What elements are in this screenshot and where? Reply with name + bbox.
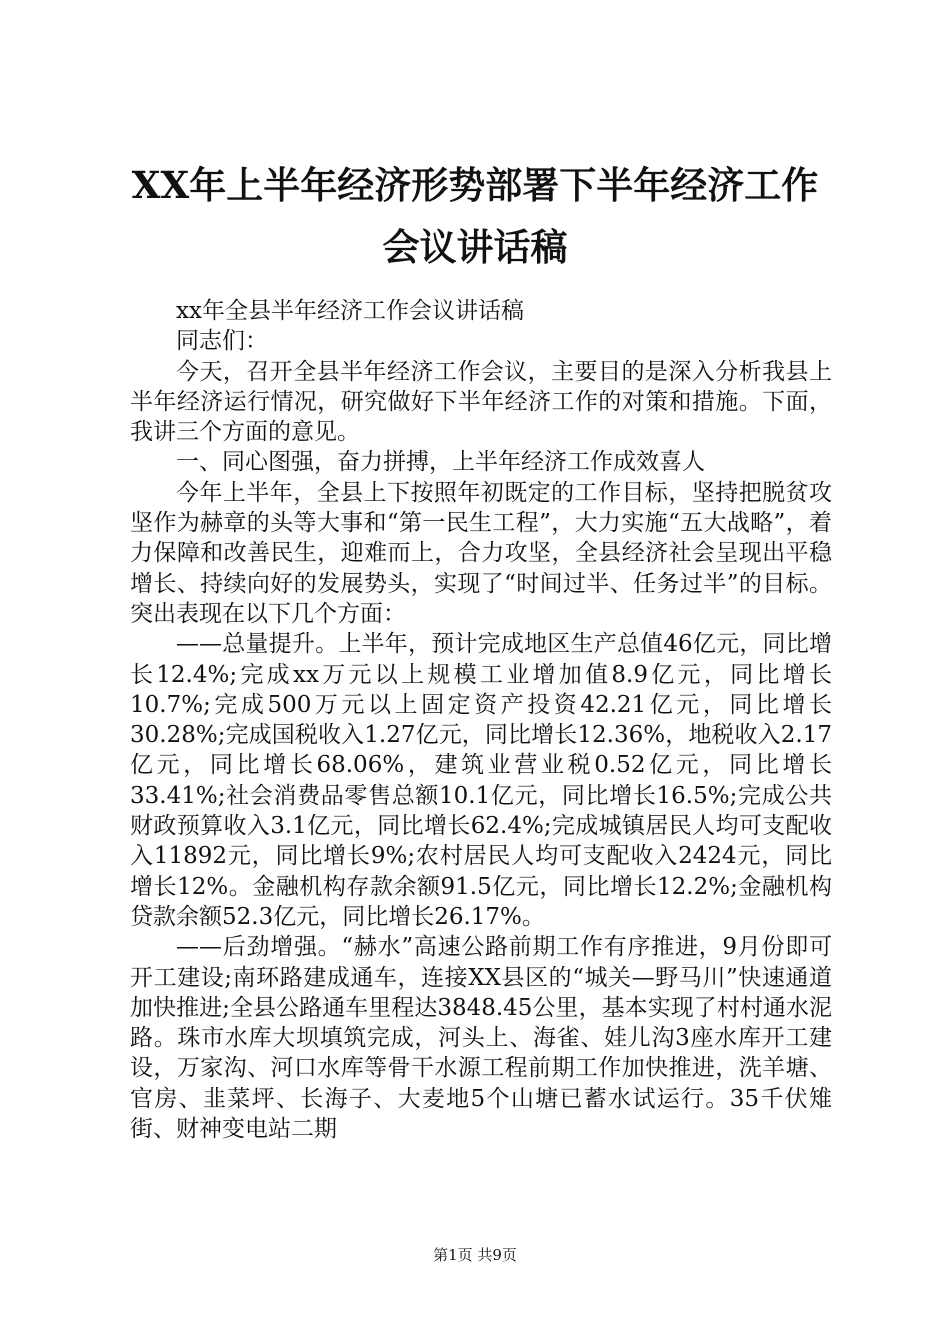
- document-body: [130, 296, 832, 1144]
- paragraph-momentum: ——后劲增强。“赫水”高速公路前期工作有序推进，9月份即可开工建设;南环路建成通车，连接XX县区的“城关—野马川”快速通道加快推进;全县公路通车里程达3848.45公里，基本实现了村村通水泥路。珠市水库大坝填筑完成，河头上、海雀、娃儿沟3座水库开工建设，万家沟、河口水库等骨干水源工程前期工作加快推进，洗羊塘、官房、韭菜坪、长海子、大麦地5个山塘已蓄水试运行。35千伏雉街、财神变电站二期: [130, 934, 832, 1143]
- paragraph-subtitle: xx年全县半年经济工作会议讲话稿: [176, 298, 524, 324]
- paragraph-overview: 今年上半年，全县上下按照年初既定的工作目标，坚持把脱贫攻坚作为赫章的头等大事和“第一民生工程”，大力实施“五大战略”，着力保障和改善民生，迎难而上，合力攻坚，全县经济社会呈现出平稳增长、持续向好的发展势头，实现了“时间过半、任务过半”的目标。突出表现在以下几个方面：: [130, 479, 832, 627]
- paragraph-intro: 今天，召开全县半年经济工作会议，主要目的是深入分析我县上半年经济运行情况，研究做好下半年经济工作的对策和措施。下面，我讲三个方面的意见。: [130, 358, 832, 446]
- paragraph-total-growth: ——总量提升。上半年，预计完成地区生产总值46亿元，同比增长12.4%;完成xx万元以上规模工业增加值8.9亿元，同比增长10.7%;完成500万元以上固定资产投资42.21亿元，同比增长30.28%;完成国税收入1.27亿元，同比增长12.36%，地税收入2.17亿元，同比增长68.06%，建筑业营业税0.52亿元，同比增长33.41%;社会消费品零售总额10.1亿元，同比增长16.5%;完成公共财政预算收入3.1亿元，同比增长62.4%;完成城镇居民人均可支配收入11892元，同比增长9%;农村居民人均可支配收入2424元，同比增长12%。金融机构存款余额91.5亿元，同比增长12.2%;金融机构贷款余额52.3亿元，同比增长26.17%。: [130, 631, 832, 930]
- paragraph-section-heading: 一、同心图强，奋力拼搏，上半年经济工作成效喜人: [176, 449, 705, 476]
- paragraph-salutation: 同志们：: [176, 328, 268, 355]
- page-footer: 第1页 共9页: [433, 1246, 517, 1264]
- document-title: XX年上半年经济形势部署下半年经济工作会议讲话稿: [131, 163, 819, 269]
